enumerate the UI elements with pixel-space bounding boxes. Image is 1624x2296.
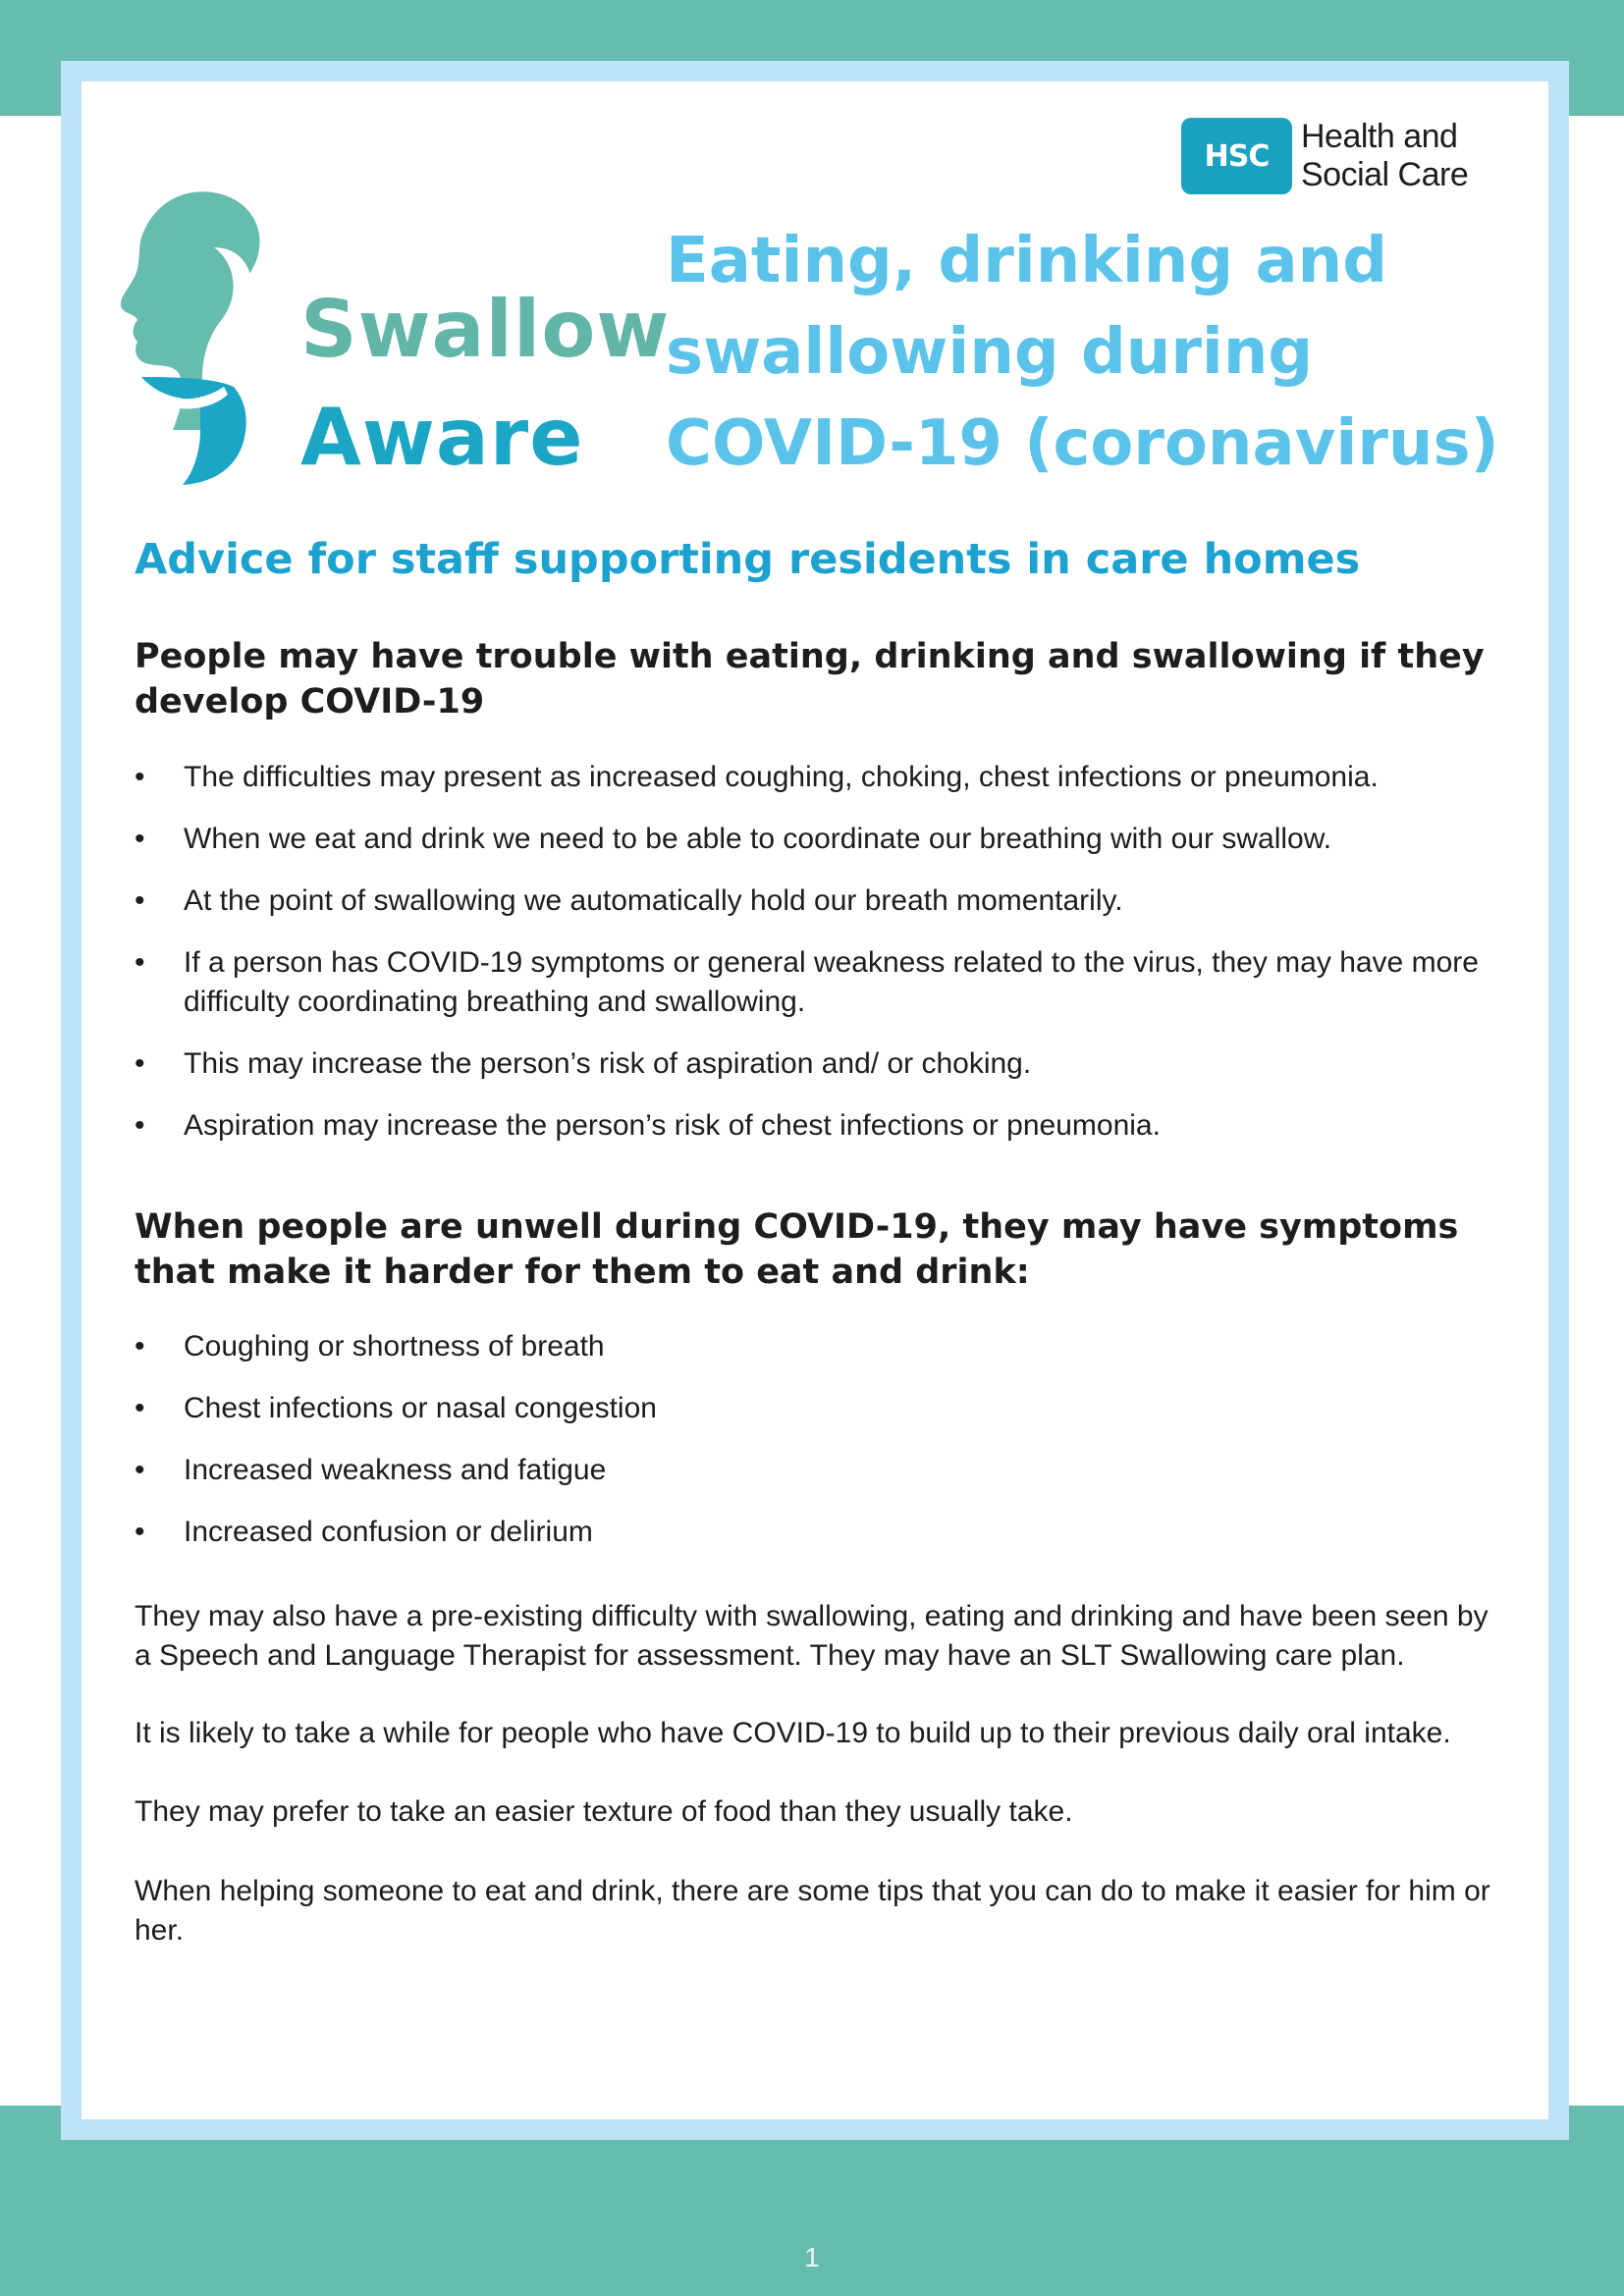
list-item: • If a person has COVID-19 symptoms or general weakness related to the virus, they may have more difficulty coordinating breathing and swallowing. (135, 943, 1509, 1022)
list-item: • When we eat and drink we need to be able to coordinate our breathing with our swallow. (135, 820, 1509, 859)
paragraph-tips: When helping someone to eat and drink, there are some tips that you can do to make it easier for him or her. (135, 1875, 1490, 1947)
list-item: • Increased confusion or delirium (135, 1513, 1509, 1552)
list-item: • Aspiration may increase the person’s risk of chest infections or pneumonia. (135, 1106, 1509, 1146)
hsc-name-line2: Social Care (1301, 156, 1469, 193)
section-heading-trouble: People may have trouble with eating, drinking and swallowing if they develop COVID-19 (135, 637, 1485, 721)
paragraph-preexisting: They may also have a pre-existing difficulty with swallowing, eating and drinking and have been seen by a Speech and Language Therapist for assessment. They may have an SLT Swallowing care plan. (135, 1600, 1489, 1672)
paragraph-intake: It is likely to take a while for people who have COVID-19 to build up to their previous daily oral intake. (135, 1717, 1451, 1749)
hsc-badge: HSC (1181, 118, 1292, 194)
section-heading-symptoms: When people are unwell during COVID-19, they may have symptoms that make it harder for them to eat and drink: (135, 1207, 1459, 1292)
head-profile-icon (118, 185, 275, 489)
page-title: Eating, drinking and swallowing during COVID-19 (coronavirus) (666, 225, 1499, 480)
hsc-logo (1181, 118, 1476, 196)
symptoms-list (135, 1327, 1509, 1575)
hsc-name (1301, 118, 1468, 194)
difficulties-list (135, 758, 1509, 1168)
list-item: • Chest infections or nasal congestion (135, 1389, 1509, 1428)
page-number: 1 (804, 2242, 820, 2272)
paragraph-texture: They may prefer to take an easier texture of food than they usually take. (135, 1795, 1073, 1828)
list-item: • Coughing or shortness of breath (135, 1327, 1509, 1366)
page-subtitle: Advice for staff supporting residents in care homes (135, 535, 1361, 584)
list-item: • Increased weakness and fatigue (135, 1451, 1509, 1490)
campaign-name-swallow: Swallow (300, 284, 671, 375)
list-item: • This may increase the person’s risk of aspiration and/ or choking. (135, 1044, 1509, 1084)
list-item: • The difficulties may present as increased coughing, choking, chest infections or pneumonia. (135, 758, 1509, 797)
hsc-name-line1: Health and (1301, 118, 1458, 155)
campaign-name-aware: Aware (300, 392, 584, 483)
list-item: • At the point of swallowing we automatically hold our breath momentarily. (135, 881, 1509, 921)
